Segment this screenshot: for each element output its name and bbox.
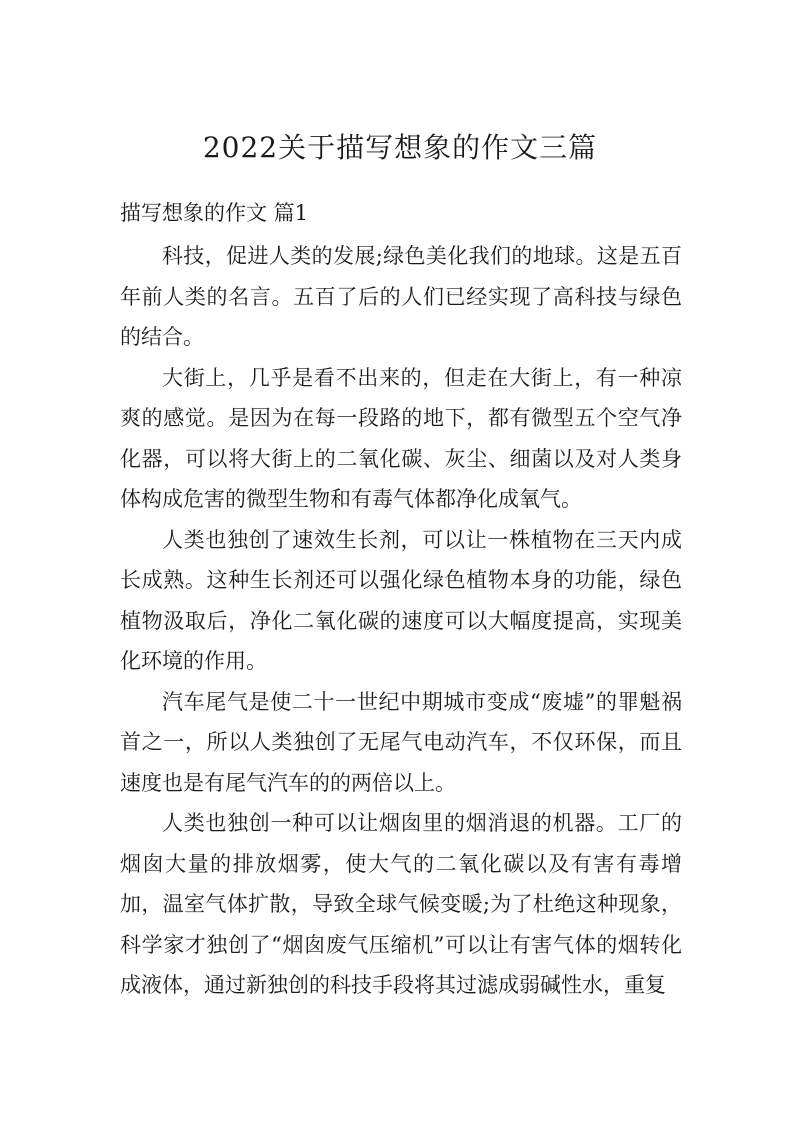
essay-body [120, 236, 682, 1006]
paragraph-4: 汽车尾气是使二十一世纪中期城市变成“废墟”的罪魁祸首之一，所以人类独创了无尾气电动汽车，不仅环保，而且速度也是有尾气汽车的的两倍以上。 [120, 689, 682, 795]
section-heading: 描写想象的作文 篇1 [120, 201, 309, 225]
document-title: 2022关于描写想象的作文三篇 [202, 131, 598, 164]
paragraph-2: 大街上，几乎是看不出来的，但走在大街上，有一种凉爽的感觉。是因为在每一段路的地下，都有微型五个空气净化器，可以将大街上的二氧化碳、灰尘、细菌以及对人类身体构成危害的微型生物和有毒气体都净化成氧气。 [120, 365, 682, 511]
paragraph-3: 人类也独创了速效生长剂，可以让一株植物在三天内成长成熟。这种生长剂还可以强化绿色植物本身的功能，绿色植物汲取后，净化二氧化碳的速度可以大幅度提高，实现美化环境的作用。 [120, 527, 682, 673]
paragraph-5: 人类也独创一种可以让烟囱里的烟消退的机器。工厂的烟囱大量的排放烟雾，使大气的二氧化碳以及有害有毒增加，温室气体扩散，导致全球气候变暖;为了杜绝这种现象，科学家才独创了“烟囱废气压缩机”可以让有害气体的烟转化成液体，通过新独创的科技手段将其过滤成弱碱性水，重复 [120, 811, 682, 997]
paragraph-1: 科技，促进人类的发展;绿色美化我们的地球。这是五百年前人类的名言。五百了后的人们已经实现了高科技与绿色的结合。 [120, 244, 682, 349]
